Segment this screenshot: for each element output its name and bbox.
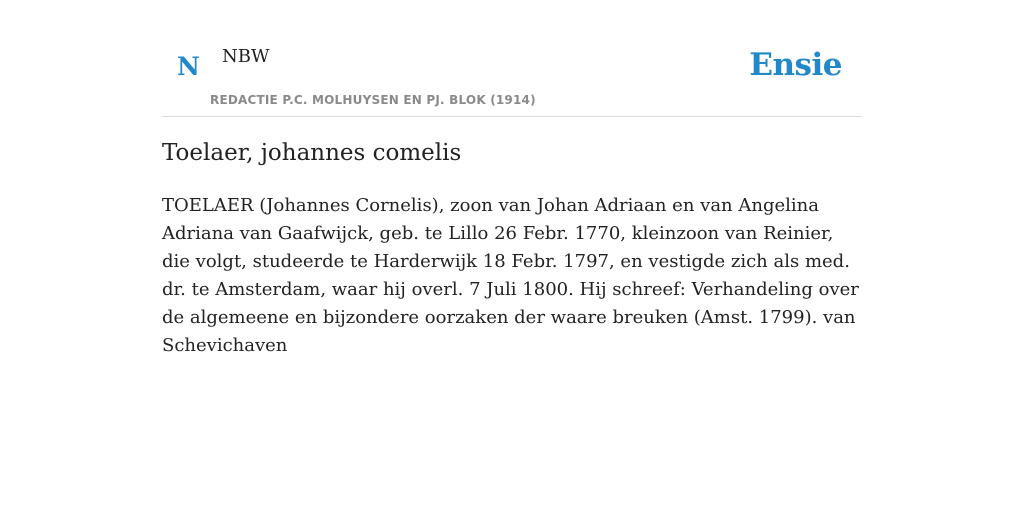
source-title[interactable]: NBW (222, 46, 270, 67)
article-title: Toelaer, johannes comelis (162, 140, 462, 166)
source-logo[interactable]: N (177, 52, 200, 81)
article-body: TOELAER (Johannes Cornelis), zoon van Johan Adriaan en van Angelina Adriana van Gaafwijck, geb. te Lillo 26 Febr. 1770, kleinzoon van Reinier, die volgt, studeerde te Harderwijk 18 Febr. 1797, en vestigde zich als med. dr. te Amsterdam, waar hij overl. 7 Juli 1800. Hij schreef: Verhandeling over de algemeene en bijzondere oorzaken der waare breuken (Amst. 1799). van Schevichaven (162, 195, 859, 356)
source-editors: REDACTIE P.C. MOLHUYSEN EN PJ. BLOK (1914) (210, 93, 536, 107)
source-header (162, 0, 862, 117)
brand-logo[interactable]: Ensie (749, 47, 842, 83)
